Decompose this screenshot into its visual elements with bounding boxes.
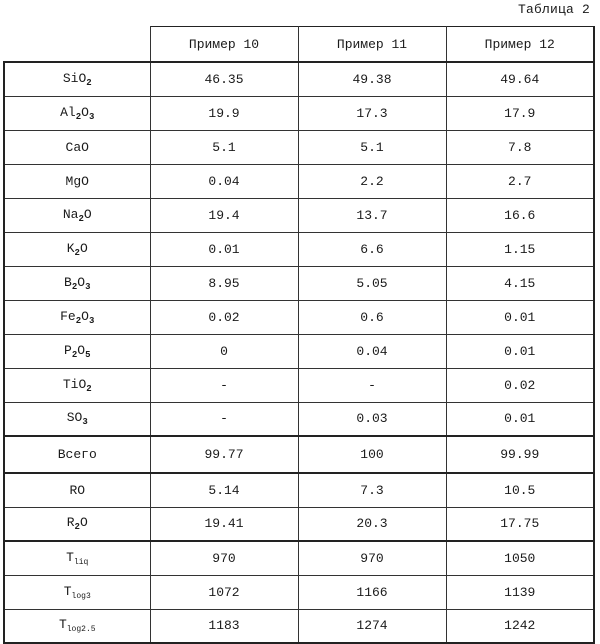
label-mid: O <box>81 308 89 324</box>
table-row <box>4 62 594 96</box>
row-label <box>4 473 150 507</box>
label-subscript: 2 <box>74 522 80 533</box>
cell-example-12: 10.5 <box>446 473 594 507</box>
cell-example-10: 970 <box>150 541 298 575</box>
row-label <box>4 164 150 198</box>
table-row <box>4 164 594 198</box>
label-subscript: 2 <box>75 315 82 326</box>
cell-example-10: 0.01 <box>150 232 298 266</box>
cell-example-12: 1139 <box>446 575 594 609</box>
label-mid: O <box>83 206 92 222</box>
table-row <box>4 541 594 575</box>
cell-example-11: 17.3 <box>298 96 446 130</box>
label-subscript: 2 <box>71 281 78 292</box>
table-row <box>4 334 594 368</box>
header-corner <box>4 27 150 63</box>
cell-example-12: 49.64 <box>446 62 594 96</box>
cell-example-12: 1242 <box>446 609 594 643</box>
table-row <box>4 436 594 473</box>
cell-example-10: 1072 <box>150 575 298 609</box>
table-row <box>4 473 594 507</box>
cell-example-12: 1.15 <box>446 232 594 266</box>
row-label <box>4 266 150 300</box>
row-label <box>4 402 150 436</box>
row-label <box>4 334 150 368</box>
label-main: B <box>64 274 72 290</box>
cell-example-11: 5.1 <box>298 130 446 164</box>
table-row <box>4 300 594 334</box>
row-label <box>4 300 150 334</box>
label-subscript: 2 <box>78 213 84 224</box>
cell-example-12: 99.99 <box>446 436 594 473</box>
label-subscript-2: 3 <box>85 281 91 292</box>
cell-example-11: 49.38 <box>298 62 446 96</box>
cell-example-10: 0.04 <box>150 164 298 198</box>
row-label <box>4 609 150 643</box>
label-subscript: 2 <box>75 111 82 122</box>
cell-example-10: 0.02 <box>150 300 298 334</box>
row-label <box>4 232 150 266</box>
cell-example-11: 970 <box>298 541 446 575</box>
row-label <box>4 198 150 232</box>
label-main: T <box>58 617 67 633</box>
label-main: K <box>66 240 75 256</box>
cell-example-12: 0.01 <box>446 334 594 368</box>
label-main: Na <box>62 206 79 222</box>
header-example-11: Пример 11 <box>298 27 446 63</box>
cell-example-10: - <box>150 368 298 402</box>
table-row <box>4 96 594 130</box>
label-main: TiO <box>62 376 87 392</box>
cell-example-11: 1274 <box>298 609 446 643</box>
table-row <box>4 575 594 609</box>
cell-example-11: 0.04 <box>298 334 446 368</box>
cell-example-11: 6.6 <box>298 232 446 266</box>
label-mid: O <box>81 104 89 120</box>
cell-example-12: 0.02 <box>446 368 594 402</box>
header-example-12: Пример 12 <box>446 27 594 63</box>
cell-example-12: 0.01 <box>446 300 594 334</box>
row-label <box>4 368 150 402</box>
label-subscript: 2 <box>74 247 80 258</box>
row-label <box>4 507 150 541</box>
cell-example-10: 19.4 <box>150 198 298 232</box>
row-label <box>4 575 150 609</box>
label-subscript-2: 5 <box>85 349 91 360</box>
label-subscript: 3 <box>82 417 88 428</box>
label-subscript: 2 <box>71 349 78 360</box>
cell-example-12: 16.6 <box>446 198 594 232</box>
composition-table <box>3 26 595 644</box>
label-main: R <box>66 515 75 531</box>
cell-example-10: 5.1 <box>150 130 298 164</box>
label-main: T <box>66 549 74 565</box>
row-label <box>4 62 150 96</box>
cell-example-12: 1050 <box>446 541 594 575</box>
row-label <box>4 436 150 473</box>
cell-example-10: 5.14 <box>150 473 298 507</box>
cell-example-12: 17.75 <box>446 507 594 541</box>
table-caption: Таблица 2 <box>517 2 590 17</box>
label-main: SiO <box>62 70 87 86</box>
cell-example-11: 0.03 <box>298 402 446 436</box>
cell-example-11: 2.2 <box>298 164 446 198</box>
label-subscript: 2 <box>86 383 92 394</box>
table-row <box>4 130 594 164</box>
cell-example-12: 7.8 <box>446 130 594 164</box>
label-main: P <box>64 342 72 358</box>
header-row <box>4 27 594 63</box>
table-row <box>4 368 594 402</box>
label-main: SO <box>66 410 83 426</box>
cell-example-11: 100 <box>298 436 446 473</box>
cell-example-12: 0.01 <box>446 402 594 436</box>
table-row <box>4 507 594 541</box>
label-subscript: liq <box>73 557 89 567</box>
label-main: Al <box>60 104 76 120</box>
header-example-10: Пример 10 <box>150 27 298 63</box>
label-mid: O <box>79 515 88 531</box>
cell-example-10: 8.95 <box>150 266 298 300</box>
cell-example-10: - <box>150 402 298 436</box>
label-subscript: log2.5 <box>66 625 96 635</box>
label-main: CaO <box>65 139 89 155</box>
label-subscript-2: 3 <box>88 315 95 326</box>
cell-example-10: 99.77 <box>150 436 298 473</box>
label-subscript-2: 3 <box>88 111 95 122</box>
label-main: MgO <box>65 173 89 189</box>
cell-example-12: 17.9 <box>446 96 594 130</box>
label-subscript: log3 <box>71 591 91 601</box>
cell-example-10: 0 <box>150 334 298 368</box>
cell-example-10: 1183 <box>150 609 298 643</box>
row-label <box>4 541 150 575</box>
label-main: Всего <box>57 447 97 462</box>
cell-example-11: 5.05 <box>298 266 446 300</box>
table-row <box>4 198 594 232</box>
table-row <box>4 402 594 436</box>
cell-example-12: 2.7 <box>446 164 594 198</box>
label-mid: O <box>79 240 88 256</box>
cell-example-11: - <box>298 368 446 402</box>
cell-example-11: 7.3 <box>298 473 446 507</box>
table-row <box>4 266 594 300</box>
cell-example-11: 20.3 <box>298 507 446 541</box>
label-mid: O <box>77 342 86 358</box>
cell-example-11: 13.7 <box>298 198 446 232</box>
row-label <box>4 96 150 130</box>
label-main: T <box>63 583 72 599</box>
label-main: RO <box>69 482 86 498</box>
table-row <box>4 232 594 266</box>
cell-example-10: 19.41 <box>150 507 298 541</box>
table-row <box>4 609 594 643</box>
row-label <box>4 130 150 164</box>
cell-example-11: 1166 <box>298 575 446 609</box>
label-main: Fe <box>60 308 76 324</box>
cell-example-10: 19.9 <box>150 96 298 130</box>
label-subscript: 2 <box>86 77 92 88</box>
label-mid: O <box>77 274 86 290</box>
cell-example-12: 4.15 <box>446 266 594 300</box>
cell-example-10: 46.35 <box>150 62 298 96</box>
cell-example-11: 0.6 <box>298 300 446 334</box>
